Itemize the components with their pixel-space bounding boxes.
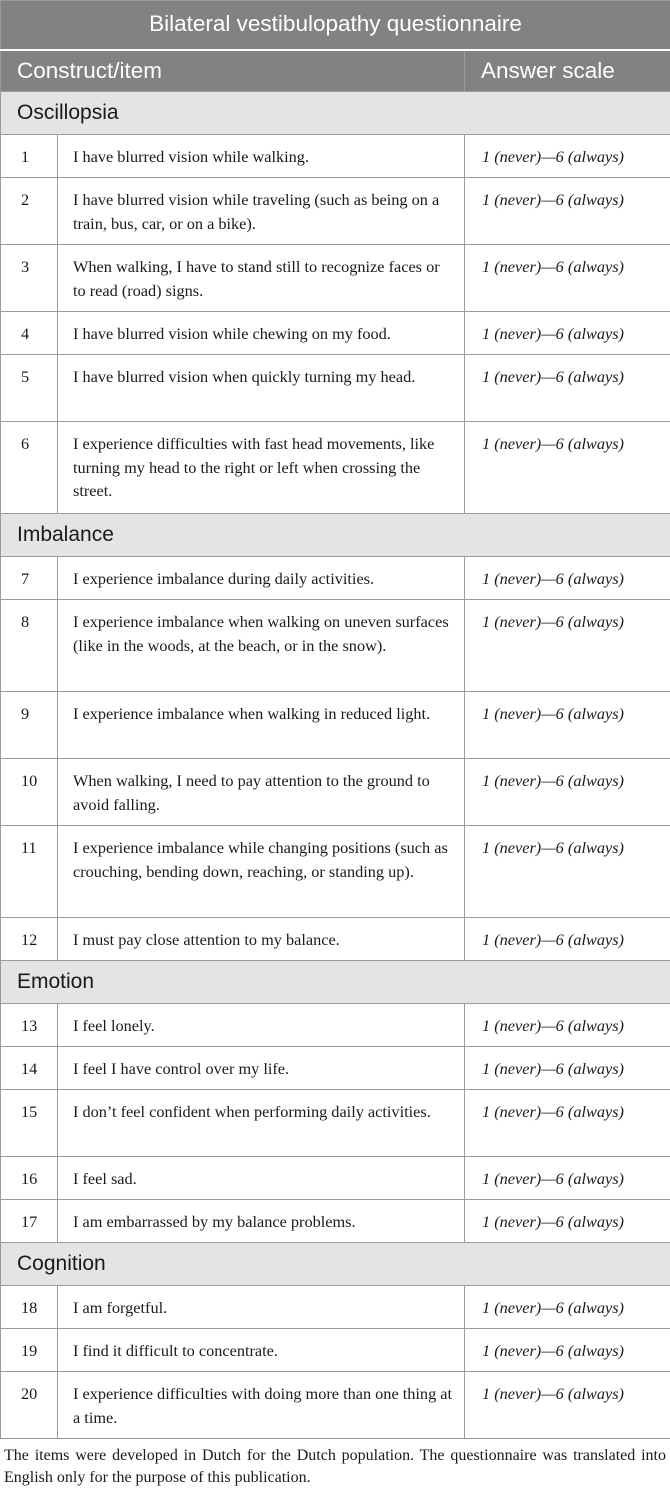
answer-scale: 1 (never)—6 (always) <box>465 1329 670 1372</box>
item-text: I experience imbalance when walking on uneven surfaces (like in the woods, at the beach, or in the snow). <box>58 600 465 692</box>
table-row <box>1 1286 670 1329</box>
item-text: I am embarrassed by my balance problems. <box>58 1200 465 1243</box>
item-number: 13 <box>1 1004 58 1047</box>
table-row <box>1 422 670 514</box>
table-title: Bilateral vestibulopathy questionnaire <box>1 1 670 50</box>
item-text: I have blurred vision while traveling (such as being on a train, bus, car, or on a bike). <box>58 178 465 245</box>
item-text: I must pay close attention to my balance. <box>58 918 465 961</box>
answer-scale: 1 (never)—6 (always) <box>465 1047 670 1090</box>
answer-scale: 1 (never)—6 (always) <box>465 1286 670 1329</box>
table-row <box>1 759 670 826</box>
answer-scale: 1 (never)—6 (always) <box>465 1372 670 1439</box>
table-row <box>1 178 670 245</box>
section-row-imbalance <box>1 514 670 557</box>
table-row <box>1 600 670 692</box>
answer-scale: 1 (never)—6 (always) <box>465 355 670 422</box>
column-header-answer-scale: Answer scale <box>465 50 670 92</box>
item-text: I feel sad. <box>58 1157 465 1200</box>
item-text: I feel I have control over my life. <box>58 1047 465 1090</box>
item-text: I feel lonely. <box>58 1004 465 1047</box>
table-row <box>1 1047 670 1090</box>
answer-scale: 1 (never)—6 (always) <box>465 826 670 918</box>
section-row-oscillopsia <box>1 92 670 135</box>
item-number: 2 <box>1 178 58 245</box>
column-header-construct: Construct/item <box>1 50 465 92</box>
table-row <box>1 245 670 312</box>
answer-scale: 1 (never)—6 (always) <box>465 692 670 759</box>
table-row <box>1 1372 670 1439</box>
table-body <box>1 92 670 1439</box>
section-row-cognition <box>1 1243 670 1286</box>
item-number: 9 <box>1 692 58 759</box>
answer-scale: 1 (never)—6 (always) <box>465 312 670 355</box>
table-row <box>1 826 670 918</box>
table-row <box>1 135 670 178</box>
table-row <box>1 312 670 355</box>
answer-scale: 1 (never)—6 (always) <box>465 1157 670 1200</box>
item-number: 4 <box>1 312 58 355</box>
table-row <box>1 1090 670 1157</box>
table-row <box>1 557 670 600</box>
item-number: 18 <box>1 1286 58 1329</box>
item-number: 7 <box>1 557 58 600</box>
answer-scale: 1 (never)—6 (always) <box>465 135 670 178</box>
section-heading: Oscillopsia <box>1 92 670 135</box>
answer-scale: 1 (never)—6 (always) <box>465 1090 670 1157</box>
item-text: I find it difficult to concentrate. <box>58 1329 465 1372</box>
item-number: 16 <box>1 1157 58 1200</box>
table-row <box>1 1200 670 1243</box>
answer-scale: 1 (never)—6 (always) <box>465 557 670 600</box>
item-number: 10 <box>1 759 58 826</box>
table-row <box>1 918 670 961</box>
section-row-emotion <box>1 961 670 1004</box>
answer-scale: 1 (never)—6 (always) <box>465 918 670 961</box>
item-text: I have blurred vision while chewing on my food. <box>58 312 465 355</box>
item-text: I don’t feel confident when performing daily activities. <box>58 1090 465 1157</box>
item-text: I experience difficulties with fast head movements, like turning my head to the right or left when crossing the street. <box>58 422 465 514</box>
table-row <box>1 355 670 422</box>
item-text: I experience imbalance while changing positions (such as crouching, bending down, reaching, or standing up). <box>58 826 465 918</box>
table-row <box>1 692 670 759</box>
table-row <box>1 1329 670 1372</box>
item-text: I experience imbalance during daily activities. <box>58 557 465 600</box>
item-number: 11 <box>1 826 58 918</box>
item-text: When walking, I have to stand still to recognize faces or to read (road) signs. <box>58 245 465 312</box>
section-heading: Cognition <box>1 1243 670 1286</box>
answer-scale: 1 (never)—6 (always) <box>465 178 670 245</box>
item-text: I experience difficulties with doing more than one thing at a time. <box>58 1372 465 1439</box>
item-number: 15 <box>1 1090 58 1157</box>
item-text: I am forgetful. <box>58 1286 465 1329</box>
table-row <box>1 1004 670 1047</box>
item-number: 6 <box>1 422 58 514</box>
item-text: I have blurred vision while walking. <box>58 135 465 178</box>
item-number: 17 <box>1 1200 58 1243</box>
answer-scale: 1 (never)—6 (always) <box>465 759 670 826</box>
item-number: 3 <box>1 245 58 312</box>
item-text: I experience imbalance when walking in reduced light. <box>58 692 465 759</box>
item-number: 8 <box>1 600 58 692</box>
item-number: 1 <box>1 135 58 178</box>
answer-scale: 1 (never)—6 (always) <box>465 245 670 312</box>
table-footnote: The items were developed in Dutch for the Dutch population. The questionnaire was translated into English only for the purpose of this publication. <box>4 1447 666 1486</box>
item-number: 12 <box>1 918 58 961</box>
answer-scale: 1 (never)—6 (always) <box>465 1200 670 1243</box>
answer-scale: 1 (never)—6 (always) <box>465 1004 670 1047</box>
item-number: 19 <box>1 1329 58 1372</box>
item-text: I have blurred vision when quickly turning my head. <box>58 355 465 422</box>
table-row <box>1 1157 670 1200</box>
item-number: 14 <box>1 1047 58 1090</box>
item-number: 20 <box>1 1372 58 1439</box>
item-number: 5 <box>1 355 58 422</box>
section-heading: Imbalance <box>1 514 670 557</box>
answer-scale: 1 (never)—6 (always) <box>465 600 670 692</box>
section-heading: Emotion <box>1 961 670 1004</box>
item-text: When walking, I need to pay attention to the ground to avoid falling. <box>58 759 465 826</box>
answer-scale: 1 (never)—6 (always) <box>465 422 670 514</box>
